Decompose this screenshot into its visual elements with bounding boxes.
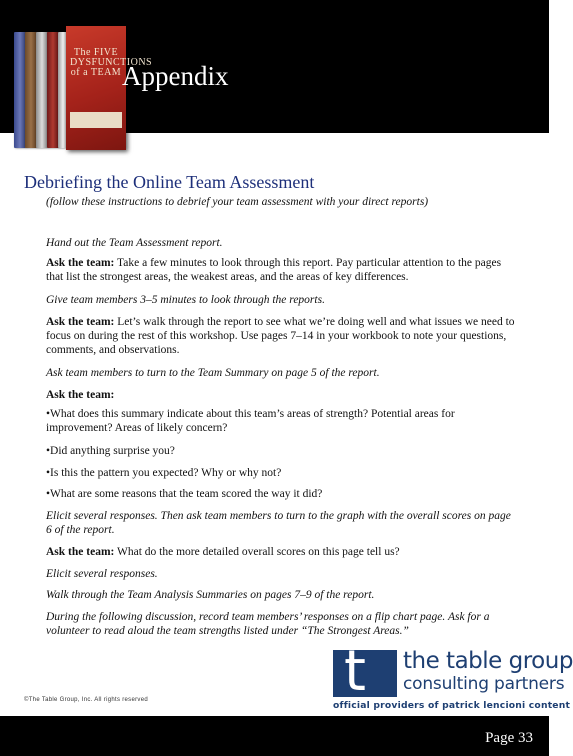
page-heading: Debriefing the Online Team Assessment (24, 172, 315, 192)
book-cover-title: The FIVE DYSFUNCTIONS of a TEAM (70, 47, 153, 78)
instruction-step (46, 256, 516, 284)
book-cover (66, 26, 153, 150)
table-group-logo (333, 639, 573, 714)
instruction-step: Give team members 3–5 minutes to look through the reports. (46, 294, 325, 306)
bullet-item: •What does this summary indicate about this team’s areas of strength? Potential areas for improvement? Areas of likely concern? (46, 408, 455, 434)
instruction-step: Elicit several responses. (46, 568, 158, 580)
instruction-step: Ask team members to turn to the Team Summary on page 5 of the report. (46, 367, 380, 379)
book-collection-image (14, 26, 153, 154)
instruction-step (46, 545, 516, 559)
step-text: What do the more detailed overall scores on this page tell us? (117, 546, 400, 558)
bullet-item: •What are some reasons that the team scored the way it did? (46, 488, 323, 500)
step-label: Ask the team: (46, 316, 115, 328)
step-label: Ask the team: (46, 257, 115, 269)
copyright-notice: ©The Table Group, Inc. All rights reserved (24, 697, 148, 703)
step-label: Ask the team: (46, 546, 115, 558)
instruction-step: Elicit several responses. Then ask team members to turn to the graph with the overall scores on page 6 of the report. (46, 510, 511, 536)
instruction-step (46, 315, 516, 357)
instruction-step: During the following discussion, record team members’ responses on a flip chart page. Ask for a volunteer to read aloud the team strengths listed under “The Strongest Areas.” (46, 611, 490, 637)
instruction-step: Hand out the Team Assessment report. (46, 237, 223, 249)
step-label: Ask the team: (46, 389, 115, 401)
bullet-item: •Did anything surprise you? (46, 445, 175, 457)
section-title: Appendix (122, 61, 229, 91)
book-cover-band (70, 112, 122, 128)
footer-bar (0, 716, 549, 756)
page-number: Page 33 (485, 730, 533, 746)
logo-subtitle: consulting partners (403, 674, 565, 694)
bullet-item: •Is this the pattern you expected? Why or why not? (46, 467, 282, 479)
header-bar (0, 0, 549, 133)
step-text: Take a few minutes to look through this report. Pay particular attention to the pages that list the strongest areas, the weakest areas, and the areas of key differences. (46, 257, 502, 283)
instructions-intro: (follow these instructions to debrief your team assessment with your direct reports) (46, 196, 429, 208)
logo-mark (333, 639, 397, 704)
logo-name: the table group (403, 648, 573, 674)
instruction-step: Walk through the Team Analysis Summaries on pages 7–9 of the report. (46, 589, 375, 601)
logo-tagline: official providers of patrick lencioni content (333, 700, 571, 711)
step-text: Let’s walk through the report to see what we’re doing well and what issues we need to focus on during the rest of this workshop. Use pages 7–14 in your workbook to note your questions, comments, and observations. (46, 316, 515, 356)
logo-letter: t (344, 639, 366, 704)
